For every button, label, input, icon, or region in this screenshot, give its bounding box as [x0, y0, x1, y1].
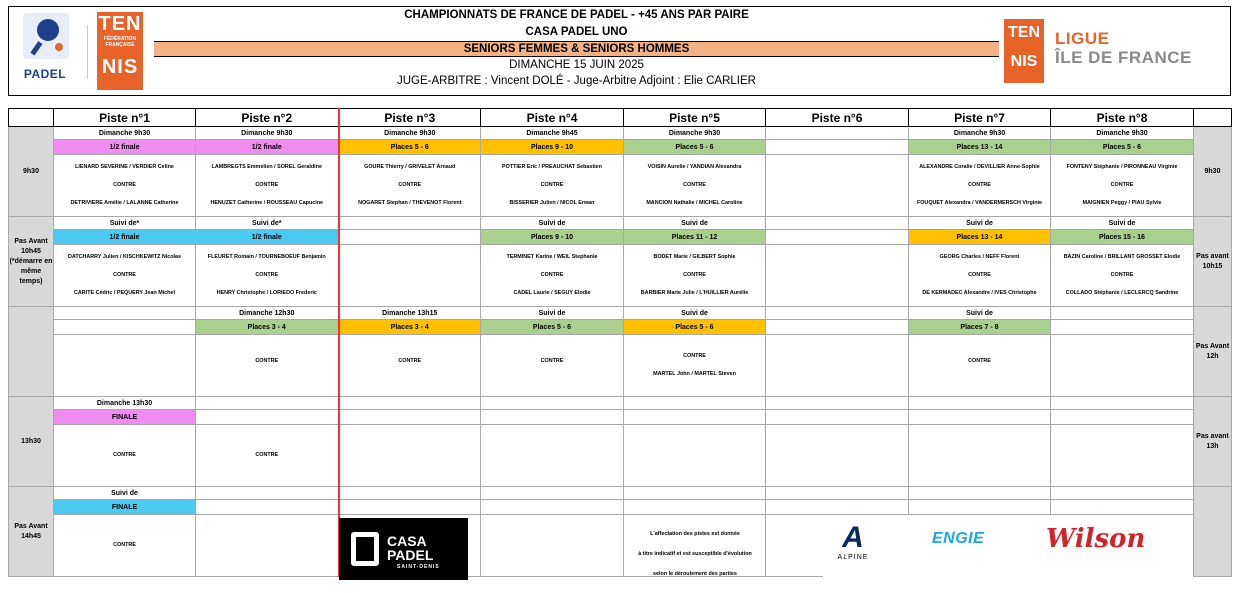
- match-time: Suivi de*: [54, 217, 196, 230]
- match-round-badge: FINALE: [54, 410, 196, 425]
- match-round-badge: 1/2 finale: [54, 140, 196, 155]
- court-header-5: Piste n°5: [624, 109, 766, 127]
- match-time: Suivi de: [909, 217, 1051, 230]
- team-b: HENUZET Catherine / ROUSSEAU Capucine: [210, 200, 324, 206]
- match-round-badge: Places 3 - 4: [196, 320, 339, 335]
- ligue-tennis-logo: TEN NIS: [1004, 19, 1044, 83]
- match-time: [766, 127, 909, 140]
- team-a: BODET Marie / GILBERT Sophie: [653, 254, 736, 260]
- match-cell: [54, 515, 196, 577]
- match-round-badge: [339, 500, 481, 515]
- match-row: [9, 155, 1232, 217]
- contre-label: CONTRE: [968, 357, 991, 364]
- match-round-badge: [1051, 500, 1194, 515]
- padel-logo: PADEL: [13, 13, 77, 89]
- match-cell: [481, 335, 624, 397]
- team-b: MAIGNIEN Peggy / PIAU Sylvie: [1082, 200, 1162, 206]
- match-time: Suivi de: [54, 487, 196, 500]
- match-time: Dimanche 13h15: [339, 307, 481, 320]
- round-row: [9, 140, 1232, 155]
- match-round-badge: Places 9 - 10: [481, 230, 624, 245]
- time-side-label: [1194, 487, 1232, 577]
- round-row: [9, 320, 1232, 335]
- match-time: [766, 397, 909, 410]
- team-a: LAMBREGTS Emmelien / SOREL Geraldine: [211, 164, 322, 170]
- contre-label: CONTRE: [255, 357, 279, 364]
- match-round-badge: Places 5 - 6: [1051, 140, 1194, 155]
- wilson-logo: Wilson: [1046, 524, 1146, 554]
- match-time: [1051, 307, 1194, 320]
- event-title: CHAMPIONNATS DE FRANCE DE PADEL - +45 ANS PAR PAIRE: [404, 9, 749, 21]
- match-time: [909, 397, 1051, 410]
- corner-cell: [1194, 109, 1232, 127]
- match-time: Dimanche 9h45: [481, 127, 624, 140]
- match-cell: [766, 155, 909, 217]
- match-round-badge: [54, 320, 196, 335]
- referee-line: JUGE-ARBITRE : Vincent DOLÉ - Juge-Arbitre Adjoint : Elie CARLIER: [397, 75, 756, 87]
- match-round-badge: 1/2 finale: [196, 230, 339, 245]
- court-header-6: Piste n°6: [766, 109, 909, 127]
- contre-label: CONTRE: [398, 182, 422, 188]
- court-header-1: Piste n°1: [54, 109, 196, 127]
- time-row: [9, 397, 1232, 410]
- round-row: [9, 410, 1232, 425]
- team-a: FONTENY Stéphanie / PIRONNEAU Virginie: [1066, 164, 1178, 170]
- match-time: Dimanche 9h30: [624, 127, 766, 140]
- contre-label: CONTRE: [113, 542, 136, 548]
- team-b: MARTEL John / MARTEL Steven: [653, 371, 736, 377]
- contre-label: CONTRE: [683, 353, 706, 359]
- match-cell: [196, 335, 339, 397]
- team-b: CARITE Cédric / PEQUERY Jean Michel: [74, 290, 175, 296]
- match-cell: [909, 425, 1051, 487]
- team-a: GOURE Thierry / GRIVELET Arnaud: [364, 164, 456, 170]
- header-text: [154, 7, 999, 89]
- court-header-4: Piste n°4: [481, 109, 624, 127]
- team-a: LIENARD SEVERINE / VERDIER Celine: [75, 164, 174, 170]
- match-cell: [54, 425, 196, 487]
- match-cell: [54, 155, 196, 217]
- contre-label: CONTRE: [683, 272, 706, 278]
- match-time: [481, 397, 624, 410]
- match-round-badge: Places 3 - 4: [339, 320, 481, 335]
- match-round-badge: Places 13 - 14: [909, 230, 1051, 245]
- match-cell: [196, 515, 339, 577]
- match-cell: [481, 515, 624, 577]
- match-time: Dimanche 13h30: [54, 397, 196, 410]
- contre-label: CONTRE: [683, 182, 706, 188]
- court-header-row: [9, 109, 1232, 127]
- team-a: ALEXANDRE Coralie / DEVILLIER Anne-Sophie: [919, 164, 1040, 170]
- match-round-badge: [766, 410, 909, 425]
- match-round-badge: [1051, 410, 1194, 425]
- match-time: [909, 487, 1051, 500]
- match-cell: [481, 425, 624, 487]
- match-round-badge: Places 5 - 6: [624, 320, 766, 335]
- match-row: [9, 335, 1232, 397]
- ligue-idf-logo: LIGUE ÎLE DE FRANCE: [1055, 29, 1192, 67]
- team-b: MANCION Nathalie / MICHEL Caroline: [646, 200, 743, 206]
- match-round-badge: Places 5 - 6: [339, 140, 481, 155]
- team-a: DATCHARRY Julien / KISCHKEWITZ Nicolas: [67, 254, 182, 260]
- match-round-badge: Places 7 - 8: [909, 320, 1051, 335]
- round-row: [9, 230, 1232, 245]
- contre-label: CONTRE: [1110, 272, 1134, 278]
- contre-label: CONTRE: [398, 357, 422, 364]
- team-b: FOUQUET Alexandra / VANDERMERSCH Virginie: [916, 200, 1043, 206]
- match-row: [9, 245, 1232, 307]
- match-cell: [196, 155, 339, 217]
- engie-logo: ENGIE: [932, 530, 985, 547]
- match-time: [196, 397, 339, 410]
- match-time: Suivi de: [1051, 217, 1194, 230]
- team-b: BARBIER Marie Julie / L'HUILLIER Aurélie: [640, 290, 749, 296]
- match-cell: [339, 425, 481, 487]
- contre-label: CONTRE: [113, 272, 136, 278]
- header-banner: [8, 6, 1231, 96]
- match-cell: [54, 245, 196, 307]
- match-round-badge: [339, 410, 481, 425]
- match-cell: [481, 245, 624, 307]
- match-round-badge: Places 15 - 16: [1051, 230, 1194, 245]
- match-round-badge: [624, 410, 766, 425]
- match-round-badge: [909, 500, 1051, 515]
- match-round-badge: [766, 140, 909, 155]
- match-cell: [909, 245, 1051, 307]
- team-b: NOGARET Stephan / THEVENOT Florent: [358, 200, 462, 206]
- match-cell: [1051, 335, 1194, 397]
- schedule-grid: [8, 108, 1232, 577]
- assignment-notice: L'affectation des pistes est donnée à titre indicatif et est susceptible d'évolution selon le déroulement des parties: [638, 531, 752, 577]
- match-cell: [624, 155, 766, 217]
- corner-cell: [9, 109, 54, 127]
- contre-label: CONTRE: [540, 357, 564, 364]
- contre-label: CONTRE: [113, 182, 136, 188]
- match-time: Suivi de: [624, 307, 766, 320]
- category-banner: SENIORS FEMMES & SENIORS HOMMES: [154, 41, 999, 57]
- contre-label: CONTRE: [968, 272, 991, 278]
- match-cell: [339, 245, 481, 307]
- match-round-badge: [481, 410, 624, 425]
- contre-label: CONTRE: [968, 182, 991, 188]
- team-b: COLLADO Stéphanie / LECLERCQ Sandrine: [1065, 290, 1179, 296]
- match-cell: [1051, 155, 1194, 217]
- court-header-2: Piste n°2: [196, 109, 339, 127]
- match-round-badge: [481, 500, 624, 515]
- match-round-badge: Places 5 - 6: [481, 320, 624, 335]
- match-round-badge: 1/2 finale: [54, 230, 196, 245]
- match-time: [339, 217, 481, 230]
- match-cell: [339, 155, 481, 217]
- contre-label: CONTRE: [540, 182, 564, 188]
- match-time: [624, 487, 766, 500]
- casa-padel-logo: CASA PADEL SAINT-DENIS: [339, 518, 468, 580]
- round-row: [9, 500, 1232, 515]
- match-time: [196, 487, 339, 500]
- court-header-7: Piste n°7: [909, 109, 1051, 127]
- match-round-badge: Places 11 - 12: [624, 230, 766, 245]
- match-round-badge: Places 13 - 14: [909, 140, 1051, 155]
- match-cell: [1051, 425, 1194, 487]
- match-time: [1051, 487, 1194, 500]
- time-side-label: Pas Avant 12h: [1194, 307, 1232, 397]
- time-side-label: 13h30: [9, 397, 54, 487]
- match-time: Dimanche 9h30: [339, 127, 481, 140]
- time-row: [9, 307, 1232, 320]
- match-cell: [624, 425, 766, 487]
- team-b: HENRY Christophe / LORIEDO Frederic: [216, 290, 317, 296]
- match-round-badge: [196, 410, 339, 425]
- time-side-label: Pas avant 10h15: [1194, 217, 1232, 307]
- time-side-label: 9h30: [1194, 127, 1232, 217]
- match-round-badge: [909, 410, 1051, 425]
- match-time: Dimanche 12h30: [196, 307, 339, 320]
- team-a: TERMINET Karine / WEIL Stephanie: [506, 254, 598, 260]
- match-time: Suivi de*: [196, 217, 339, 230]
- team-b: CADEL Laurie / SEGUY Elodie: [513, 290, 591, 296]
- time-row: [9, 217, 1232, 230]
- time-side-label: Pas Avant 14h45: [9, 487, 54, 577]
- contre-label: CONTRE: [255, 272, 279, 278]
- match-cell: [766, 425, 909, 487]
- match-time: [339, 397, 481, 410]
- court-header-8: Piste n°8: [1051, 109, 1194, 127]
- match-round-badge: FINALE: [54, 500, 196, 515]
- match-round-badge: [339, 230, 481, 245]
- time-row: [9, 127, 1232, 140]
- match-round-badge: [766, 320, 909, 335]
- match-time: [481, 487, 624, 500]
- match-time: Dimanche 9h30: [54, 127, 196, 140]
- match-time: Dimanche 9h30: [909, 127, 1051, 140]
- match-round-badge: [196, 500, 339, 515]
- time-side-label: 9h30: [9, 127, 54, 217]
- match-time: Dimanche 9h30: [1051, 127, 1194, 140]
- contre-label: CONTRE: [255, 452, 279, 458]
- match-cell: [196, 425, 339, 487]
- match-time: Suivi de: [909, 307, 1051, 320]
- club-name: CASA PADEL UNO: [525, 26, 628, 38]
- match-round-badge: Places 5 - 6: [624, 140, 766, 155]
- team-a: VOISIN Aurelie / YANDIAN Alexandra: [647, 164, 742, 170]
- match-time: Suivi de: [624, 217, 766, 230]
- team-a: FLEURET Romain / TOURNEBOEUF Benjamin: [207, 254, 326, 260]
- team-a: POTTIER Eric / PREAUCHAT Sebastien: [502, 164, 602, 170]
- fft-tennis-logo: TEN FÉDÉRATION FRANÇAISE NIS: [97, 12, 143, 90]
- team-b: DE KERMADEC Alexandre / IVES Christophe: [922, 290, 1037, 296]
- time-side-label: Pas Avant 10h45 (*démarre en même temps): [9, 217, 54, 307]
- match-time: Suivi de: [481, 217, 624, 230]
- match-cell: [909, 155, 1051, 217]
- match-round-badge: [766, 230, 909, 245]
- time-side-label: [9, 307, 54, 397]
- match-time: [1051, 397, 1194, 410]
- match-cell: [624, 335, 766, 397]
- match-time: [54, 307, 196, 320]
- alpine-a-icon: A: [842, 521, 864, 554]
- match-cell: [624, 245, 766, 307]
- match-time: [766, 217, 909, 230]
- match-time: [624, 397, 766, 410]
- team-b: DETRIVIERE Amélie / LALANNE Catherine: [70, 200, 179, 206]
- match-round-badge: [766, 500, 909, 515]
- match-round-badge: [624, 500, 766, 515]
- alpine-logo: A ALPINE: [828, 522, 878, 561]
- match-round-badge: 1/2 finale: [196, 140, 339, 155]
- team-b: BISSERIER Julien / NICOL Erwan: [509, 200, 595, 206]
- match-cell: [54, 335, 196, 397]
- match-time: [339, 487, 481, 500]
- match-cell: [1051, 245, 1194, 307]
- match-row: [9, 425, 1232, 487]
- match-time: [766, 487, 909, 500]
- match-time: [766, 307, 909, 320]
- match-time: Suivi de: [481, 307, 624, 320]
- time-side-label: Pas avant 13h: [1194, 397, 1232, 487]
- contre-label: CONTRE: [113, 452, 136, 458]
- time-row: [9, 487, 1232, 500]
- match-cell: [766, 245, 909, 307]
- match-cell: [766, 335, 909, 397]
- contre-label: CONTRE: [255, 182, 279, 188]
- court-header-3: Piste n°3: [339, 109, 481, 127]
- team-a: GEORG Charles / NEFF Florent: [939, 254, 1020, 260]
- match-round-badge: Places 9 - 10: [481, 140, 624, 155]
- match-cell: [481, 155, 624, 217]
- match-cell: [339, 335, 481, 397]
- padel-racket-icon: [23, 13, 69, 59]
- contre-label: CONTRE: [1110, 182, 1134, 188]
- match-round-badge: [1051, 320, 1194, 335]
- match-time: Dimanche 9h30: [196, 127, 339, 140]
- match-cell: [196, 245, 339, 307]
- match-cell: [909, 335, 1051, 397]
- event-date: DIMANCHE 15 JUIN 2025: [509, 59, 644, 71]
- casa-padel-mark-icon: [351, 532, 379, 566]
- team-a: BAZIN Caroline / BRILLANT GROSSET Elodie: [1063, 254, 1181, 260]
- logo-divider: [87, 25, 88, 79]
- contre-label: CONTRE: [540, 272, 564, 278]
